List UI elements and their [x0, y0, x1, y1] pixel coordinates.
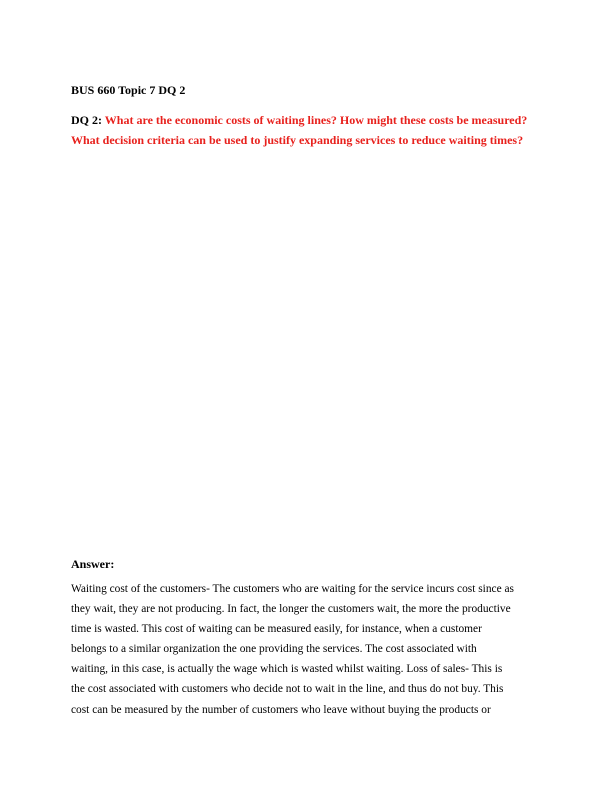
- discussion-question: [71, 110, 541, 150]
- question-text-2: What decision criteria can be used to justify expanding services to reduce waiting times?: [71, 133, 524, 147]
- question-text-1: What are the economic costs of waiting lines? How might these costs be measured?: [104, 113, 528, 127]
- answer-line: belongs to a similar organization the one providing the services. The cost associated with: [71, 643, 477, 656]
- answer-line: the cost associated with customers who decide not to wait in the line, and thus do not buy. This: [71, 683, 504, 696]
- answer-line: cost can be measured by the number of customers who leave without buying the products or: [71, 703, 491, 716]
- answer-heading: Answer:: [71, 557, 115, 571]
- question-line-1: [71, 110, 541, 130]
- answer-line: waiting, in this case, is actually the wage which is wasted whilst waiting. Loss of sales- This is: [71, 663, 503, 676]
- answer-line: they wait, they are not producing. In fact, the longer the customers wait, the more the productive: [71, 603, 511, 616]
- question-label: DQ 2:: [71, 113, 102, 127]
- answer-body: [71, 579, 541, 720]
- answer-line: time is wasted. This cost of waiting can be measured easily, for instance, when a customer: [71, 623, 482, 636]
- document-title: BUS 660 Topic 7 DQ 2: [71, 83, 186, 97]
- answer-line: Waiting cost of the customers- The customers who are waiting for the service incurs cost since as: [71, 583, 514, 595]
